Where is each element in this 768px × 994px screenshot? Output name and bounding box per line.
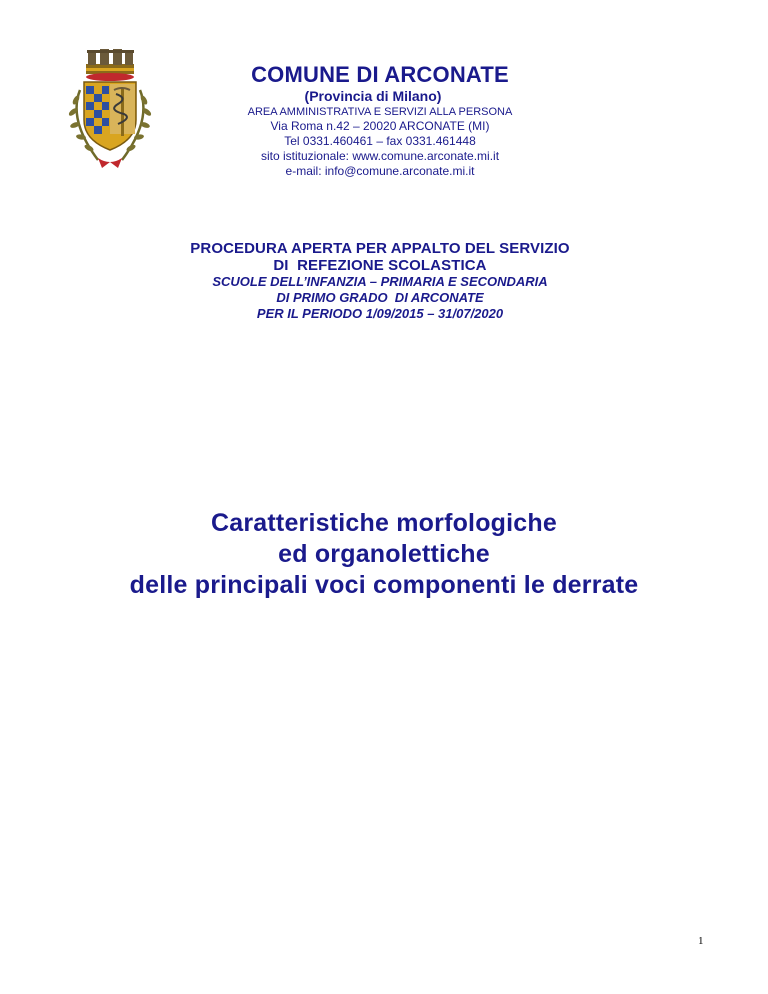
title-line-3: delle principali voci componenti le derrate (129, 571, 639, 599)
procedure-line-2: DI REFEZIONE SCOLASTICA (273, 257, 487, 274)
title-line-1: Caratteristiche morfologiche (211, 509, 557, 537)
title-line-2: ed organolettiche (278, 540, 490, 568)
procedure-line-5: PER IL PERIODO 1/09/2015 – 31/07/2020 (256, 306, 504, 321)
phone-line: Tel 0331.460461 – fax 0331.461448 (284, 134, 476, 148)
email-line: e-mail: info@comune.arconate.mi.it (285, 164, 475, 178)
department-line: AREA AMMINISTRATIVA E SERVIZI ALLA PERSONA (247, 106, 513, 118)
org-name: COMUNE DI ARCONATE (251, 62, 509, 87)
procedure-line-3: SCUOLE DELL’INFANZIA – PRIMARIA E SECONDARIA (212, 274, 548, 289)
procedure-heading (90, 240, 670, 322)
address-line: Via Roma n.42 – 20020 ARCONATE (MI) (270, 119, 490, 133)
document-title (40, 508, 728, 601)
municipal-crest-icon (58, 42, 162, 172)
page-number: 1 (698, 935, 704, 947)
letterhead (190, 62, 570, 179)
province-line: (Provincia di Milano) (304, 88, 442, 104)
procedure-line-1: PROCEDURA APERTA PER APPALTO DEL SERVIZIO (190, 240, 570, 257)
website-line: sito istituzionale: www.comune.arconate.mi.it (260, 149, 500, 163)
procedure-line-4: DI PRIMO GRADO DI ARCONATE (276, 290, 484, 305)
